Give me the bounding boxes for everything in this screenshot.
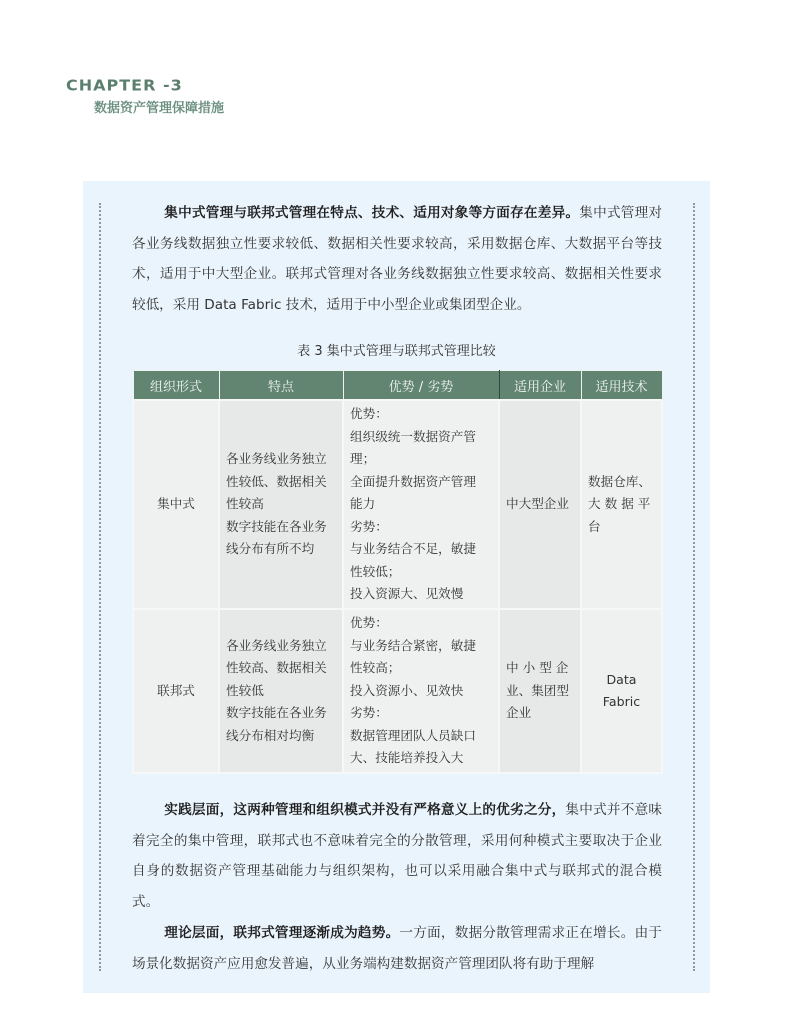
table-caption: 表 3 集中式管理与联邦式管理比较 bbox=[297, 344, 496, 359]
cell-line: 性较高、数据相关 bbox=[226, 660, 327, 676]
cell-pros-cons bbox=[343, 400, 499, 609]
comparison-table bbox=[132, 370, 663, 774]
cell-line: 与业务结合紧密，敏捷 bbox=[350, 637, 476, 653]
table-row bbox=[133, 400, 662, 609]
cell-line: 投入资源小、见效快 bbox=[350, 682, 464, 698]
table-header-row bbox=[133, 371, 662, 401]
col-header-form: 组织形式 bbox=[133, 371, 219, 401]
cell-line: 与业务结合不足，敏捷 bbox=[350, 541, 476, 557]
cell-features bbox=[219, 609, 343, 773]
cell-line: 线分布有所不均 bbox=[226, 541, 315, 557]
cell-line: 各业务线业务独立 bbox=[226, 637, 327, 653]
chapter-label: CHAPTER -3 bbox=[66, 76, 183, 95]
paragraph-lead: 集中式管理与联邦式管理在特点、技术、适用对象等方面存在差异。 bbox=[164, 205, 580, 221]
cell-line: 业、集团型 bbox=[506, 682, 569, 698]
content-panel bbox=[83, 181, 710, 993]
table-row bbox=[133, 609, 662, 773]
cell-line: 中大型企业 bbox=[506, 496, 569, 512]
cell-line: 投入资源大、见效慢 bbox=[350, 586, 464, 602]
cell-line: Fabric bbox=[602, 694, 641, 709]
cell-line: 优势： bbox=[350, 406, 388, 422]
cell-enterprise bbox=[499, 609, 581, 773]
cell-line: 大、技能培养投入大 bbox=[350, 750, 464, 766]
cell-features bbox=[219, 400, 343, 609]
cell-line: 劣势： bbox=[350, 705, 388, 721]
cell-technology bbox=[581, 609, 662, 773]
cell-line: 企业 bbox=[506, 705, 532, 721]
col-header-pros-cons: 优势 / 劣势 bbox=[343, 371, 499, 401]
paragraph-body: 集中式管理对各业务线数据独立性要求较低、数据相关性要求较高，采用数据仓库、大数据平台等技术，适用于中大型企业。联邦式管理对各业务线数据独立性要求较高、数据相关性要求较低，采用 Data Fabric 技术，适用于中小型企业或集团型企业。 bbox=[132, 205, 663, 313]
cell-form: 联邦式 bbox=[133, 609, 219, 773]
cell-line: 劣势： bbox=[350, 518, 388, 534]
cell-technology bbox=[581, 400, 662, 609]
cell-line: 台 bbox=[588, 518, 601, 534]
paragraph-comparison bbox=[132, 198, 662, 320]
cell-line: 性较低； bbox=[350, 563, 401, 579]
cell-line: 数字技能在各业务 bbox=[226, 705, 327, 721]
cell-line: 性较高； bbox=[350, 660, 401, 676]
cell-line: Data bbox=[606, 671, 637, 687]
cell-line: 数据管理团队人员缺口 bbox=[350, 727, 476, 743]
cell-line: 优势： bbox=[350, 615, 388, 631]
cell-line: 中 小 型 企 bbox=[506, 660, 569, 676]
cell-enterprise bbox=[499, 400, 581, 609]
cell-line: 性较低、数据相关 bbox=[226, 473, 327, 489]
cell-line: 理； bbox=[350, 451, 376, 467]
cell-line: 能力 bbox=[350, 496, 376, 512]
section-title: 数据资产管理保障措施 bbox=[94, 101, 225, 116]
paragraph-body: 集中式并不意味着完全的集中管理，联邦式也不意味着完全的分散管理，采用何种模式主要取决于企业自身的数据资产管理基础能力与组织架构，也可以采用融合集中式与联邦式的混合模式。 bbox=[132, 802, 662, 910]
cell-line: 数据仓库、 bbox=[588, 473, 651, 489]
paragraph-theory bbox=[132, 918, 662, 979]
cell-line: 性较低 bbox=[226, 682, 264, 698]
cell-line: 线分布相对均衡 bbox=[226, 727, 315, 743]
dotted-border-left bbox=[99, 203, 101, 971]
paragraph-lead: 实践层面，这两种管理和组织模式并没有严格意义上的优劣之分， bbox=[164, 802, 566, 818]
dotted-border-right bbox=[693, 203, 695, 971]
col-header-enterprise: 适用企业 bbox=[499, 371, 581, 401]
cell-line: 组织级统一数据资产管 bbox=[350, 428, 476, 444]
cell-line: 全面提升数据资产管理 bbox=[350, 473, 476, 489]
cell-line: 数字技能在各业务 bbox=[226, 518, 327, 534]
paragraph-lead: 理论层面，联邦式管理逐渐成为趋势。 bbox=[164, 925, 400, 941]
paragraph-body: 一方面，数据分散管理需求正在增长。由于场景化数据资产应用愈发普遍，从业务端构建数据资产管理团队将有助于理解 bbox=[132, 925, 662, 972]
cell-pros-cons bbox=[343, 609, 499, 773]
col-header-features: 特点 bbox=[219, 371, 343, 401]
col-header-technology: 适用技术 bbox=[581, 371, 662, 401]
paragraph-practice bbox=[132, 795, 662, 917]
cell-line: 大 数 据 平 bbox=[588, 496, 651, 512]
cell-form: 集中式 bbox=[133, 400, 219, 609]
cell-line: 各业务线业务独立 bbox=[226, 451, 327, 467]
cell-line: 性较高 bbox=[226, 496, 264, 512]
